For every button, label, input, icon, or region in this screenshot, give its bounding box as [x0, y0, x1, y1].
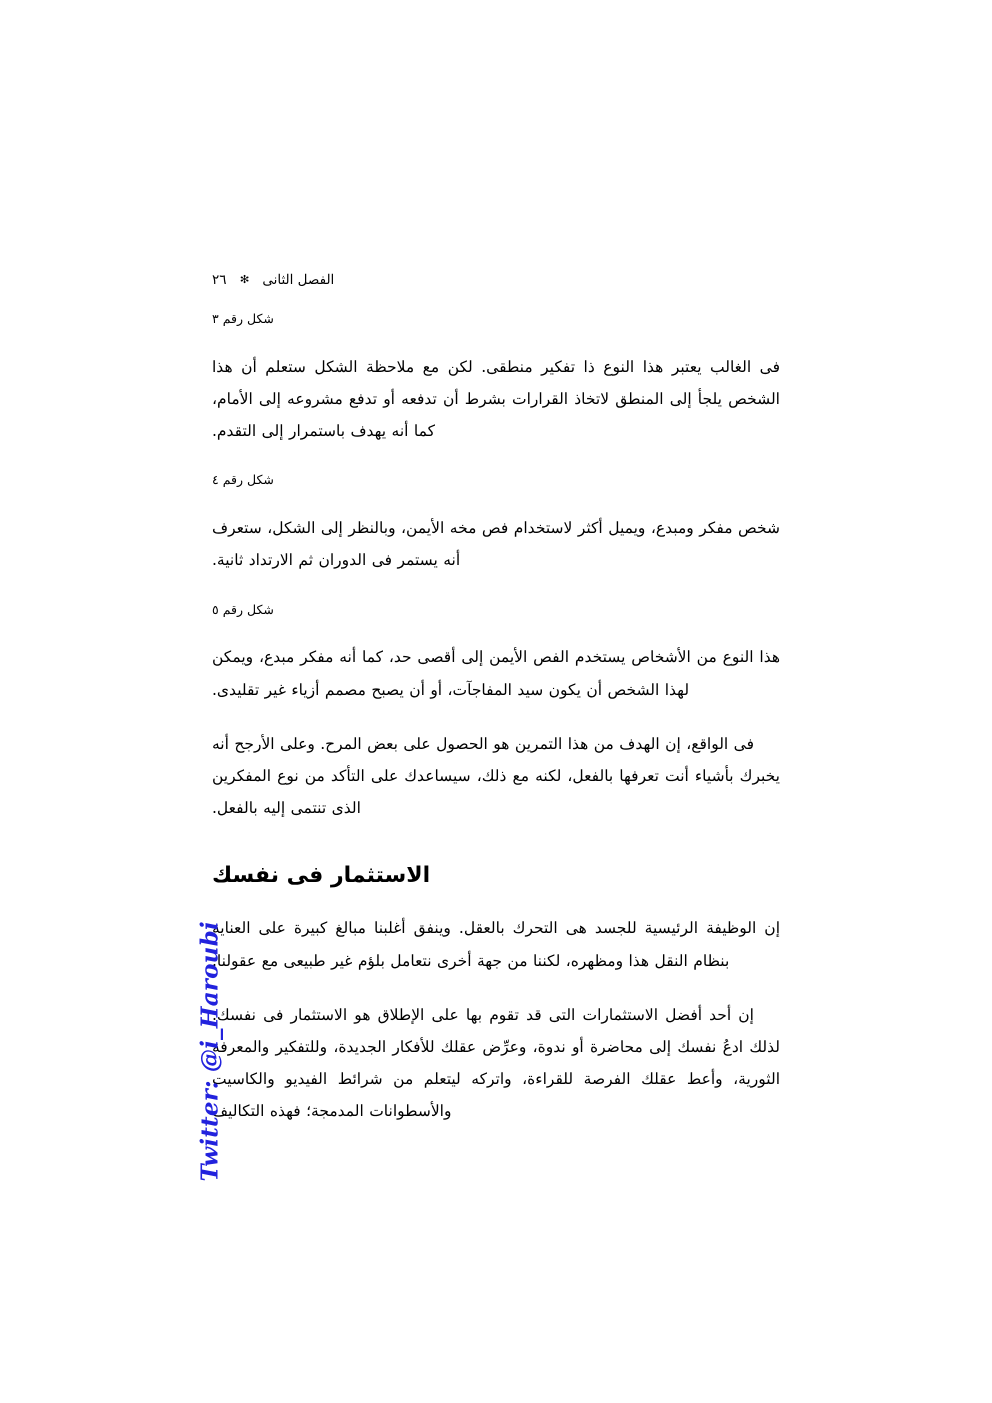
figure-caption-4: شكل رقم ٤ — [212, 472, 274, 488]
running-header — [212, 272, 780, 288]
floral-ornament-icon: ✻ — [239, 273, 250, 286]
paragraph-1: فى الغالب يعتبر هذا النوع ذا تفكير منطقى. لكن مع ملاحظة الشكل ستعلم أن هذا الشخص يلجأ إلى المنطق لاتخاذ القرارات بشرط أن تدفعه أو تدفع مشروعه إلى الأمام، كما أنه يهدف باستمرار إلى التقدم. — [212, 357, 780, 441]
paragraph-5: إن الوظيفة الرئيسية للجسد هى التحرك بالعقل. وينفق أغلبنا مبالغ كبيرة على العناية بنظام النقل هذا ومظهره، لكننا من جهة أخرى نتعامل بلؤم غير طبيعى مع عقولنا. — [212, 919, 780, 970]
paragraph-4: فى الواقع، إن الهدف من هذا التمرين هو الحصول على بعض المرح. وعلى الأرجح أنه يخبرك بأشياء أنت تعرفها بالفعل، لكنه مع ذلك، سيساعدك على التأكد من نوع المفكرين الذى تنتمى إليه بالفعل. — [212, 734, 780, 818]
spacer — [212, 577, 780, 601]
spacer — [212, 447, 780, 471]
header-chapter-label: الفصل الثانى — [262, 272, 335, 288]
figure-caption-3: شكل رقم ٣ — [212, 311, 274, 326]
spacer — [212, 329, 780, 351]
spacer — [212, 825, 780, 861]
watermark-text: Twitter: @i_Haroubi — [196, 921, 224, 1182]
spacer — [212, 490, 780, 512]
paragraph-3: هذا النوع من الأشخاص يستخدم الفص الأيمن إلى أقصى حد، كما أنه مفكر مبدع، ويمكن لهذا الشخص أن يكون سيد المفاجآت، أو أن يصبح مصمم أزياء غير تقليدى. — [212, 648, 780, 699]
section-heading: الاستثمار فى نفسك — [212, 862, 431, 888]
page-number: ٢٦ — [212, 272, 227, 288]
figure-caption-5: شكل رقم ٥ — [212, 601, 274, 617]
paragraph-6: إن أحد أفضل الاستثمارات التى قد تقوم بها على الإطلاق هو الاستثمار فى نفسك. لذلك ادعُ نفسك إلى محاضرة أو ندوة، وعرِّض عقلك للأفكار الجديدة، وللتفكير والمعرفة الثورية، وأعط عقلك الفرصة للقراءة، واتركه ليتعلم من شرائط الفيديو والكاسيت والأسطوانات المدمجة؛ فهذه التكاليف — [212, 1005, 780, 1121]
spacer — [212, 977, 780, 999]
paragraph-2: شخص مفكر ومبدع، ويميل أكثر لاستخدام فص مخه الأيمن، وبالنظر إلى الشكل، ستعرف أنه يستمر فى الدوران ثم الارتداد ثانية. — [212, 519, 780, 570]
spacer — [212, 890, 780, 912]
text-column — [212, 310, 780, 1128]
spacer — [212, 619, 780, 641]
spacer — [212, 706, 780, 728]
